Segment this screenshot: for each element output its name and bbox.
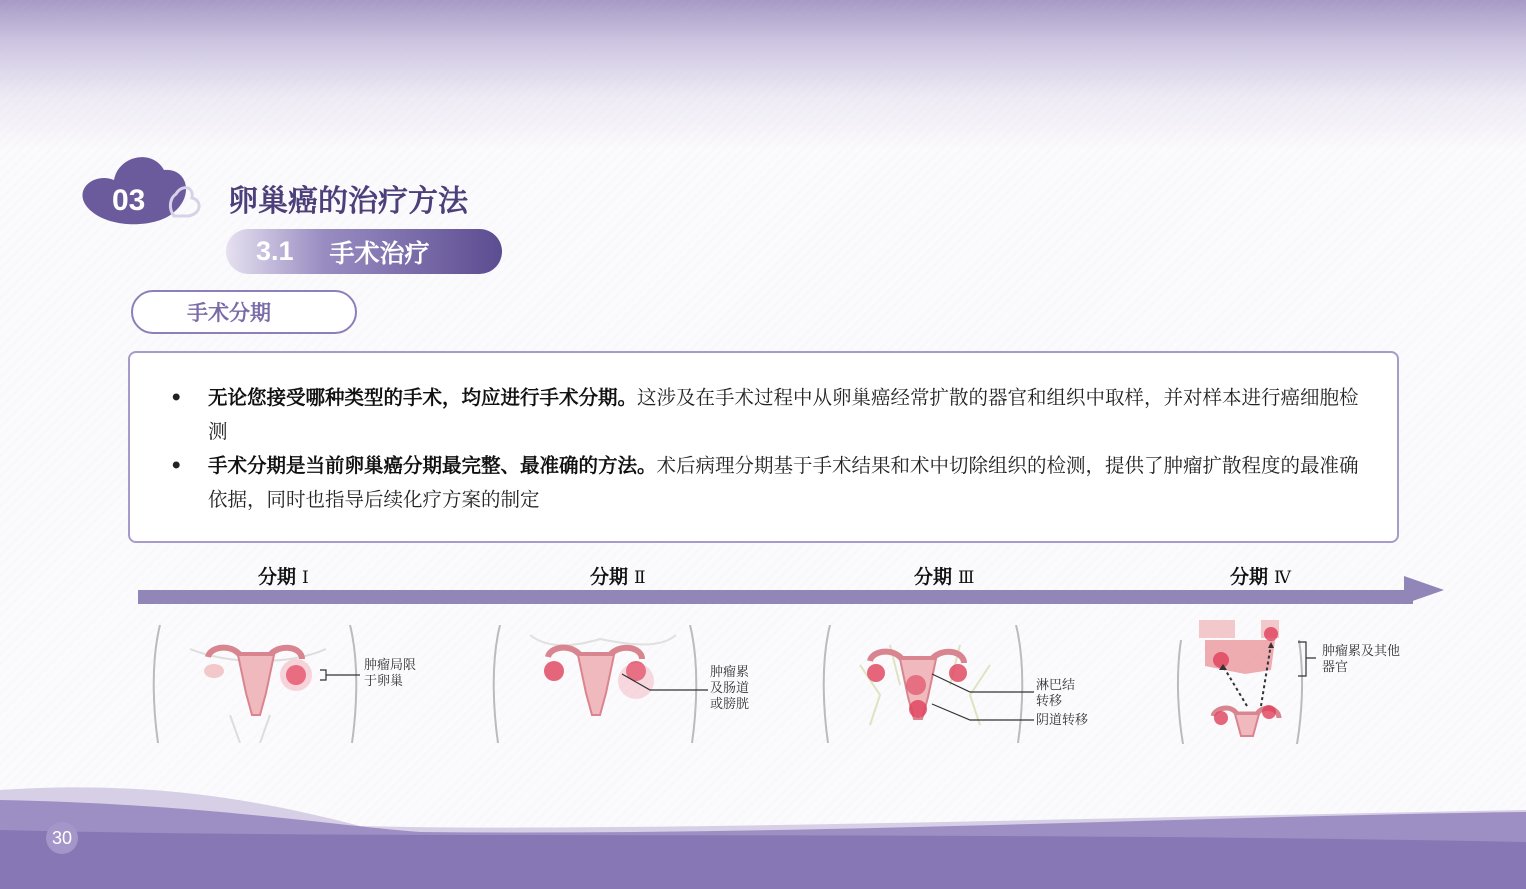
bullet-bold: 手术分期是当前卵巢癌分期最完整、最准确的方法。 xyxy=(208,454,657,477)
chapter-badge xyxy=(78,150,228,230)
page-number: 30 xyxy=(46,822,78,854)
subsection-name: 手术分期 xyxy=(187,301,271,325)
bullet-dot: • xyxy=(170,454,183,477)
stage-1-callout xyxy=(364,658,416,690)
chapter-number: 03 xyxy=(112,184,146,217)
stage-label-text: 分期 xyxy=(1230,566,1269,588)
stage-1-bracket xyxy=(318,668,362,682)
callout-line: 及肠道 xyxy=(710,681,750,696)
bullet-body: 这涉及在手术过程中从卵巢癌经常扩散的器官和组织中取样，并对样本进行癌细胞检测 xyxy=(208,386,1359,443)
stage-4-callout xyxy=(1322,644,1400,676)
callout-line: 肿瘤累 xyxy=(710,665,750,680)
stage-4-label xyxy=(1230,562,1291,589)
stage-roman: Ⅲ xyxy=(958,568,975,588)
bullet-list xyxy=(170,381,1360,517)
stage-2-leader xyxy=(620,672,710,696)
bullet-text xyxy=(208,381,1360,449)
timeline-arrow-bar xyxy=(138,590,1413,604)
callout-line: 于卵巢 xyxy=(364,674,404,689)
stage-4-bracket xyxy=(1296,640,1320,680)
bullet-text xyxy=(208,449,1360,517)
stage-roman: Ⅱ xyxy=(634,568,646,588)
callout-line: 器官 xyxy=(1322,660,1349,675)
stage-label-text: 分期 xyxy=(258,566,297,588)
stage-2-callout xyxy=(710,665,749,713)
stage-4-illustration xyxy=(1175,620,1305,744)
stage-1-illustration xyxy=(150,625,370,743)
bullet-dot: • xyxy=(170,386,183,409)
bullet-item xyxy=(170,381,1360,449)
stage-3-leaders xyxy=(930,672,1040,724)
content-box xyxy=(128,351,1399,543)
callout-line: 转移 xyxy=(1036,694,1063,709)
bottom-wave xyxy=(0,770,1526,889)
stage-1-label xyxy=(258,562,309,589)
section-heading xyxy=(226,229,502,274)
callout-line: 淋巴结 xyxy=(1036,678,1076,693)
stage-label-text: 分期 xyxy=(914,566,953,588)
stage-3-callout-lymph xyxy=(1036,678,1075,710)
stage-roman: Ⅰ xyxy=(302,568,309,588)
stage-3-callout-vagina xyxy=(1036,713,1088,729)
chapter-title: 卵巢癌的治疗方法 xyxy=(228,184,468,219)
stage-2-label xyxy=(590,562,646,589)
section-number: 3.1 xyxy=(256,236,294,266)
bullet-body: 术后病理分期基于手术结果和术中切除组织的检测，提供了肿瘤扩散程度的最准确依据，同时也指导后续化疗方案的制定 xyxy=(208,454,1359,511)
callout-line: 肿瘤局限 xyxy=(364,658,417,673)
stage-label-text: 分期 xyxy=(590,566,629,588)
stage-roman: Ⅳ xyxy=(1274,568,1291,588)
bullet-item xyxy=(170,449,1360,517)
bullet-bold: 无论您接受哪种类型的手术，均应进行手术分期。 xyxy=(208,386,638,409)
callout-line: 阴道转移 xyxy=(1036,713,1089,728)
timeline-arrow-head xyxy=(1404,576,1444,604)
subsection-heading xyxy=(131,290,357,334)
section-name: 手术治疗 xyxy=(329,238,430,268)
callout-line: 肿瘤累及其他 xyxy=(1322,644,1401,659)
callout-line: 或膀胱 xyxy=(710,697,750,712)
stage-3-label xyxy=(914,562,974,589)
